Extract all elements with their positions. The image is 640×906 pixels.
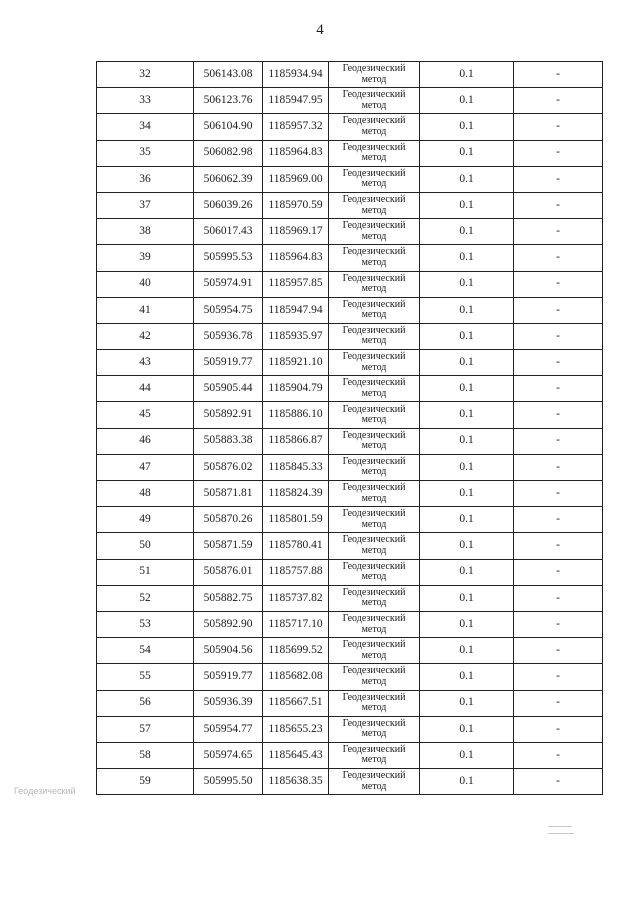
precision-cell: 0.1 <box>420 690 514 716</box>
table-row <box>97 192 603 218</box>
note-cell: - <box>514 219 603 245</box>
margin-stamp: Геодезический <box>14 786 76 796</box>
y-coordinate-cell: 1185921.10 <box>263 350 329 376</box>
note-cell: - <box>514 533 603 559</box>
method-line-2: метод <box>361 256 387 268</box>
point-number-cell: 37 <box>97 192 194 218</box>
note-cell: - <box>514 245 603 271</box>
method-line-2: метод <box>361 152 387 164</box>
scan-mark <box>548 826 572 827</box>
method-cell <box>329 664 420 690</box>
precision-cell: 0.1 <box>420 88 514 114</box>
method-line-1: Геодезический <box>342 246 406 258</box>
method-cell <box>329 585 420 611</box>
table-row <box>97 219 603 245</box>
method-cell <box>329 245 420 271</box>
precision-cell: 0.1 <box>420 742 514 768</box>
x-coordinate-cell: 505936.78 <box>194 323 263 349</box>
y-coordinate-cell: 1185638.35 <box>263 769 329 795</box>
point-number-cell: 45 <box>97 402 194 428</box>
point-number-cell: 55 <box>97 664 194 690</box>
point-number-cell: 40 <box>97 271 194 297</box>
method-line-1: Геодезический <box>342 377 406 389</box>
y-coordinate-cell: 1185801.59 <box>263 507 329 533</box>
note-cell: - <box>514 402 603 428</box>
precision-cell: 0.1 <box>420 62 514 88</box>
point-number-cell: 39 <box>97 245 194 271</box>
precision-cell: 0.1 <box>420 219 514 245</box>
table-row <box>97 690 603 716</box>
table-row <box>97 638 603 664</box>
table-row <box>97 245 603 271</box>
y-coordinate-cell: 1185717.10 <box>263 611 329 637</box>
method-cell <box>329 323 420 349</box>
precision-cell: 0.1 <box>420 769 514 795</box>
method-cell <box>329 481 420 507</box>
x-coordinate-cell: 505995.53 <box>194 245 263 271</box>
table-row <box>97 376 603 402</box>
method-line-2: метод <box>361 125 387 137</box>
method-line-1: Геодезический <box>342 167 406 179</box>
note-cell: - <box>514 88 603 114</box>
x-coordinate-cell: 505936.39 <box>194 690 263 716</box>
y-coordinate-cell: 1185947.95 <box>263 88 329 114</box>
point-number-cell: 48 <box>97 481 194 507</box>
method-line-1: Геодезический <box>342 534 406 546</box>
note-cell: - <box>514 559 603 585</box>
point-number-cell: 36 <box>97 166 194 192</box>
method-line-1: Геодезический <box>342 482 406 494</box>
method-line-1: Геодезический <box>342 89 406 101</box>
method-cell <box>329 533 420 559</box>
method-line-2: метод <box>361 597 387 609</box>
method-line-2: метод <box>361 649 387 661</box>
point-number-cell: 47 <box>97 454 194 480</box>
method-line-1: Геодезический <box>342 743 406 755</box>
method-line-1: Геодезический <box>342 455 406 467</box>
table-row <box>97 297 603 323</box>
table-row <box>97 664 603 690</box>
y-coordinate-cell: 1185824.39 <box>263 481 329 507</box>
y-coordinate-cell: 1185947.94 <box>263 297 329 323</box>
y-coordinate-cell: 1185757.88 <box>263 559 329 585</box>
method-cell <box>329 376 420 402</box>
method-cell <box>329 454 420 480</box>
method-cell <box>329 166 420 192</box>
method-line-1: Геодезический <box>342 691 406 703</box>
point-number-cell: 41 <box>97 297 194 323</box>
method-line-2: метод <box>361 675 387 687</box>
note-cell: - <box>514 481 603 507</box>
point-number-cell: 42 <box>97 323 194 349</box>
y-coordinate-cell: 1185970.59 <box>263 192 329 218</box>
table-row <box>97 454 603 480</box>
coordinates-table-body <box>97 62 603 795</box>
table-row <box>97 611 603 637</box>
method-cell <box>329 88 420 114</box>
y-coordinate-cell: 1185969.00 <box>263 166 329 192</box>
precision-cell: 0.1 <box>420 166 514 192</box>
note-cell: - <box>514 140 603 166</box>
y-coordinate-cell: 1185935.97 <box>263 323 329 349</box>
method-line-2: метод <box>361 544 387 556</box>
y-coordinate-cell: 1185845.33 <box>263 454 329 480</box>
precision-cell: 0.1 <box>420 350 514 376</box>
y-coordinate-cell: 1185904.79 <box>263 376 329 402</box>
note-cell: - <box>514 62 603 88</box>
y-coordinate-cell: 1185964.83 <box>263 245 329 271</box>
method-cell <box>329 611 420 637</box>
method-cell <box>329 716 420 742</box>
y-coordinate-cell: 1185682.08 <box>263 664 329 690</box>
table-row <box>97 769 603 795</box>
note-cell: - <box>514 690 603 716</box>
method-cell <box>329 769 420 795</box>
method-line-2: метод <box>361 73 387 85</box>
table-row <box>97 716 603 742</box>
method-cell <box>329 140 420 166</box>
method-cell <box>329 559 420 585</box>
note-cell: - <box>514 350 603 376</box>
method-line-2: метод <box>361 728 387 740</box>
precision-cell: 0.1 <box>420 559 514 585</box>
x-coordinate-cell: 505919.77 <box>194 350 263 376</box>
table-row <box>97 402 603 428</box>
note-cell: - <box>514 716 603 742</box>
x-coordinate-cell: 505974.65 <box>194 742 263 768</box>
table-row <box>97 271 603 297</box>
method-line-1: Геодезический <box>342 272 406 284</box>
note-cell: - <box>514 376 603 402</box>
method-line-2: метод <box>361 466 387 478</box>
y-coordinate-cell: 1185866.87 <box>263 428 329 454</box>
x-coordinate-cell: 505870.26 <box>194 507 263 533</box>
x-coordinate-cell: 506039.26 <box>194 192 263 218</box>
table-row <box>97 323 603 349</box>
note-cell: - <box>514 271 603 297</box>
table-row <box>97 481 603 507</box>
method-line-2: метод <box>361 518 387 530</box>
table-row <box>97 114 603 140</box>
y-coordinate-cell: 1185699.52 <box>263 638 329 664</box>
method-cell <box>329 297 420 323</box>
precision-cell: 0.1 <box>420 428 514 454</box>
table-row <box>97 428 603 454</box>
precision-cell: 0.1 <box>420 507 514 533</box>
table-row <box>97 62 603 88</box>
note-cell: - <box>514 638 603 664</box>
note-cell: - <box>514 454 603 480</box>
x-coordinate-cell: 506143.08 <box>194 62 263 88</box>
x-coordinate-cell: 505919.77 <box>194 664 263 690</box>
y-coordinate-cell: 1185957.85 <box>263 271 329 297</box>
point-number-cell: 57 <box>97 716 194 742</box>
method-line-1: Геодезический <box>342 717 406 729</box>
x-coordinate-cell: 506104.90 <box>194 114 263 140</box>
x-coordinate-cell: 505995.50 <box>194 769 263 795</box>
y-coordinate-cell: 1185780.41 <box>263 533 329 559</box>
coordinates-table <box>96 61 603 795</box>
method-line-2: метод <box>361 230 387 242</box>
method-line-1: Геодезический <box>342 770 406 782</box>
note-cell: - <box>514 114 603 140</box>
precision-cell: 0.1 <box>420 376 514 402</box>
method-line-1: Геодезический <box>342 115 406 127</box>
method-cell <box>329 271 420 297</box>
method-line-1: Геодезический <box>342 403 406 415</box>
x-coordinate-cell: 506017.43 <box>194 219 263 245</box>
x-coordinate-cell: 505904.56 <box>194 638 263 664</box>
x-coordinate-cell: 506062.39 <box>194 166 263 192</box>
point-number-cell: 51 <box>97 559 194 585</box>
table-row <box>97 533 603 559</box>
x-coordinate-cell: 505871.59 <box>194 533 263 559</box>
y-coordinate-cell: 1185957.32 <box>263 114 329 140</box>
note-cell: - <box>514 166 603 192</box>
x-coordinate-cell: 505876.02 <box>194 454 263 480</box>
note-cell: - <box>514 507 603 533</box>
precision-cell: 0.1 <box>420 114 514 140</box>
table-row <box>97 742 603 768</box>
method-cell <box>329 192 420 218</box>
method-cell <box>329 428 420 454</box>
precision-cell: 0.1 <box>420 402 514 428</box>
method-cell <box>329 402 420 428</box>
y-coordinate-cell: 1185964.83 <box>263 140 329 166</box>
point-number-cell: 33 <box>97 88 194 114</box>
precision-cell: 0.1 <box>420 140 514 166</box>
method-line-2: метод <box>361 204 387 216</box>
x-coordinate-cell: 505871.81 <box>194 481 263 507</box>
precision-cell: 0.1 <box>420 481 514 507</box>
method-line-2: метод <box>361 492 387 504</box>
y-coordinate-cell: 1185645.43 <box>263 742 329 768</box>
note-cell: - <box>514 297 603 323</box>
point-number-cell: 54 <box>97 638 194 664</box>
note-cell: - <box>514 428 603 454</box>
method-line-2: метод <box>361 623 387 635</box>
precision-cell: 0.1 <box>420 454 514 480</box>
point-number-cell: 46 <box>97 428 194 454</box>
y-coordinate-cell: 1185886.10 <box>263 402 329 428</box>
point-number-cell: 58 <box>97 742 194 768</box>
point-number-cell: 44 <box>97 376 194 402</box>
y-coordinate-cell: 1185934.94 <box>263 62 329 88</box>
note-cell: - <box>514 585 603 611</box>
x-coordinate-cell: 505892.90 <box>194 611 263 637</box>
method-line-2: метод <box>361 361 387 373</box>
table-row <box>97 166 603 192</box>
table-row <box>97 140 603 166</box>
method-line-2: метод <box>361 780 387 792</box>
note-cell: - <box>514 323 603 349</box>
note-cell: - <box>514 742 603 768</box>
method-line-1: Геодезический <box>342 194 406 206</box>
note-cell: - <box>514 611 603 637</box>
x-coordinate-cell: 505954.75 <box>194 297 263 323</box>
x-coordinate-cell: 505954.77 <box>194 716 263 742</box>
point-number-cell: 38 <box>97 219 194 245</box>
note-cell: - <box>514 769 603 795</box>
method-line-1: Геодезический <box>342 141 406 153</box>
method-line-1: Геодезический <box>342 665 406 677</box>
method-line-1: Геодезический <box>342 63 406 75</box>
precision-cell: 0.1 <box>420 271 514 297</box>
y-coordinate-cell: 1185655.23 <box>263 716 329 742</box>
x-coordinate-cell: 506123.76 <box>194 88 263 114</box>
point-number-cell: 34 <box>97 114 194 140</box>
x-coordinate-cell: 506082.98 <box>194 140 263 166</box>
scan-mark <box>548 833 574 834</box>
point-number-cell: 59 <box>97 769 194 795</box>
method-line-2: метод <box>361 702 387 714</box>
method-cell <box>329 690 420 716</box>
note-cell: - <box>514 664 603 690</box>
x-coordinate-cell: 505883.38 <box>194 428 263 454</box>
method-line-2: метод <box>361 178 387 190</box>
method-line-2: метод <box>361 99 387 111</box>
method-line-1: Геодезический <box>342 220 406 232</box>
x-coordinate-cell: 505882.75 <box>194 585 263 611</box>
page-number: 4 <box>316 22 324 38</box>
method-cell <box>329 507 420 533</box>
table-row <box>97 559 603 585</box>
method-line-1: Геодезический <box>342 351 406 363</box>
method-line-2: метод <box>361 387 387 399</box>
precision-cell: 0.1 <box>420 638 514 664</box>
method-line-2: метод <box>361 571 387 583</box>
y-coordinate-cell: 1185969.17 <box>263 219 329 245</box>
table-row <box>97 88 603 114</box>
method-cell <box>329 114 420 140</box>
method-line-1: Геодезический <box>342 560 406 572</box>
point-number-cell: 43 <box>97 350 194 376</box>
precision-cell: 0.1 <box>420 297 514 323</box>
method-line-1: Геодезический <box>342 613 406 625</box>
method-cell <box>329 742 420 768</box>
x-coordinate-cell: 505876.01 <box>194 559 263 585</box>
method-line-2: метод <box>361 440 387 452</box>
point-number-cell: 56 <box>97 690 194 716</box>
precision-cell: 0.1 <box>420 611 514 637</box>
precision-cell: 0.1 <box>420 533 514 559</box>
table-row <box>97 350 603 376</box>
method-cell <box>329 350 420 376</box>
method-cell <box>329 219 420 245</box>
method-line-1: Геодезический <box>342 429 406 441</box>
note-cell: - <box>514 192 603 218</box>
point-number-cell: 50 <box>97 533 194 559</box>
x-coordinate-cell: 505974.91 <box>194 271 263 297</box>
method-line-2: метод <box>361 754 387 766</box>
method-line-1: Геодезический <box>342 508 406 520</box>
method-line-2: метод <box>361 309 387 321</box>
method-cell <box>329 638 420 664</box>
point-number-cell: 52 <box>97 585 194 611</box>
precision-cell: 0.1 <box>420 585 514 611</box>
precision-cell: 0.1 <box>420 716 514 742</box>
method-line-1: Геодезический <box>342 586 406 598</box>
precision-cell: 0.1 <box>420 192 514 218</box>
precision-cell: 0.1 <box>420 664 514 690</box>
x-coordinate-cell: 505892.91 <box>194 402 263 428</box>
method-line-2: метод <box>361 335 387 347</box>
point-number-cell: 53 <box>97 611 194 637</box>
point-number-cell: 32 <box>97 62 194 88</box>
point-number-cell: 35 <box>97 140 194 166</box>
table-row <box>97 507 603 533</box>
method-line-2: метод <box>361 283 387 295</box>
precision-cell: 0.1 <box>420 245 514 271</box>
table-row <box>97 585 603 611</box>
point-number-cell: 49 <box>97 507 194 533</box>
method-line-1: Геодезический <box>342 639 406 651</box>
method-line-2: метод <box>361 414 387 426</box>
method-line-1: Геодезический <box>342 298 406 310</box>
precision-cell: 0.1 <box>420 323 514 349</box>
y-coordinate-cell: 1185667.51 <box>263 690 329 716</box>
x-coordinate-cell: 505905.44 <box>194 376 263 402</box>
method-line-1: Геодезический <box>342 324 406 336</box>
y-coordinate-cell: 1185737.82 <box>263 585 329 611</box>
method-cell <box>329 62 420 88</box>
